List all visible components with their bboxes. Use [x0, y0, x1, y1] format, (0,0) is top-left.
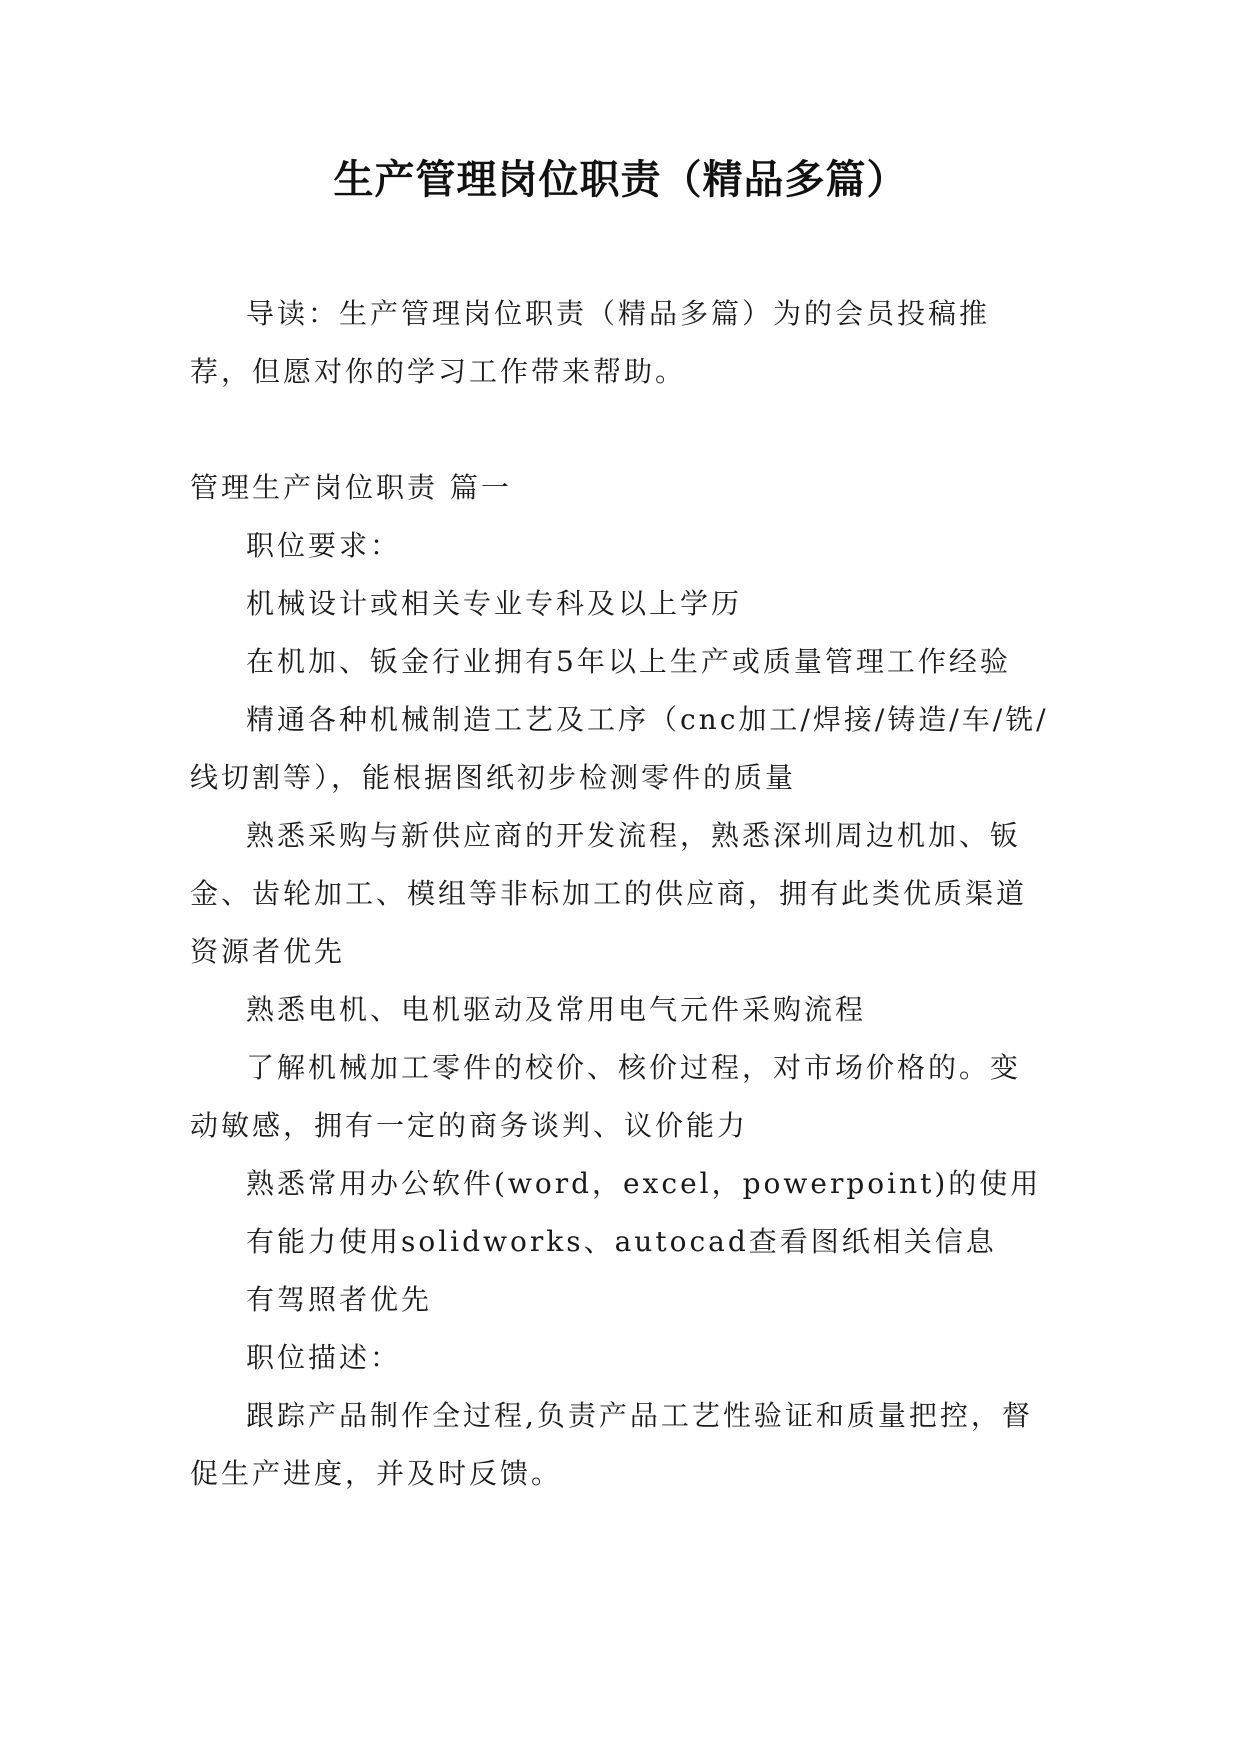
body-paragraph: 熟悉采购与新供应商的开发流程，熟悉深圳周边机加、钣金、齿轮加工、模组等非标加工的供应商，拥有此类优质渠道资源者优先 — [190, 819, 1028, 968]
document-title: 生产管理岗位职责（精品多篇） — [333, 157, 908, 203]
body-paragraph: 了解机械加工零件的校价、核价过程，对市场价格的。变动敏感，拥有一定的商务谈判、议价能力 — [190, 1051, 1022, 1142]
body-paragraph: 机械设计或相关专业专科及以上学历 — [246, 587, 743, 620]
body-paragraph: 在机加、钣金行业拥有5年以上生产或质量管理工作经验 — [246, 645, 1011, 678]
document-body — [190, 285, 1050, 1503]
body-paragraph: 熟悉电机、电机驱动及常用电气元件采购流程 — [246, 993, 867, 1026]
intro-paragraph: 导读：生产管理岗位职责（精品多篇）为的会员投稿推荐，但愿对你的学习工作带来帮助。 — [190, 297, 991, 388]
body-paragraph: 职位描述： — [246, 1341, 402, 1374]
body-paragraph: 职位要求： — [246, 529, 402, 562]
body-paragraph: 熟悉常用办公软件(word，excel，powerpoint)的使用 — [246, 1167, 1042, 1200]
body-paragraph: 精通各种机械制造工艺及工序（cnc加工/焊接/铸造/车/铣/线切割等），能根据图纸初步检测零件的质量 — [190, 703, 1049, 794]
body-paragraph: 有能力使用solidworks、autocad查看图纸相关信息 — [246, 1225, 997, 1258]
body-paragraph: 跟踪产品制作全过程,负责产品工艺性验证和质量把控，督促生产进度，并及时反馈。 — [190, 1399, 1033, 1490]
body-paragraph: 有驾照者优先 — [246, 1283, 433, 1316]
section-heading: 管理生产岗位职责 篇一 — [190, 471, 512, 504]
